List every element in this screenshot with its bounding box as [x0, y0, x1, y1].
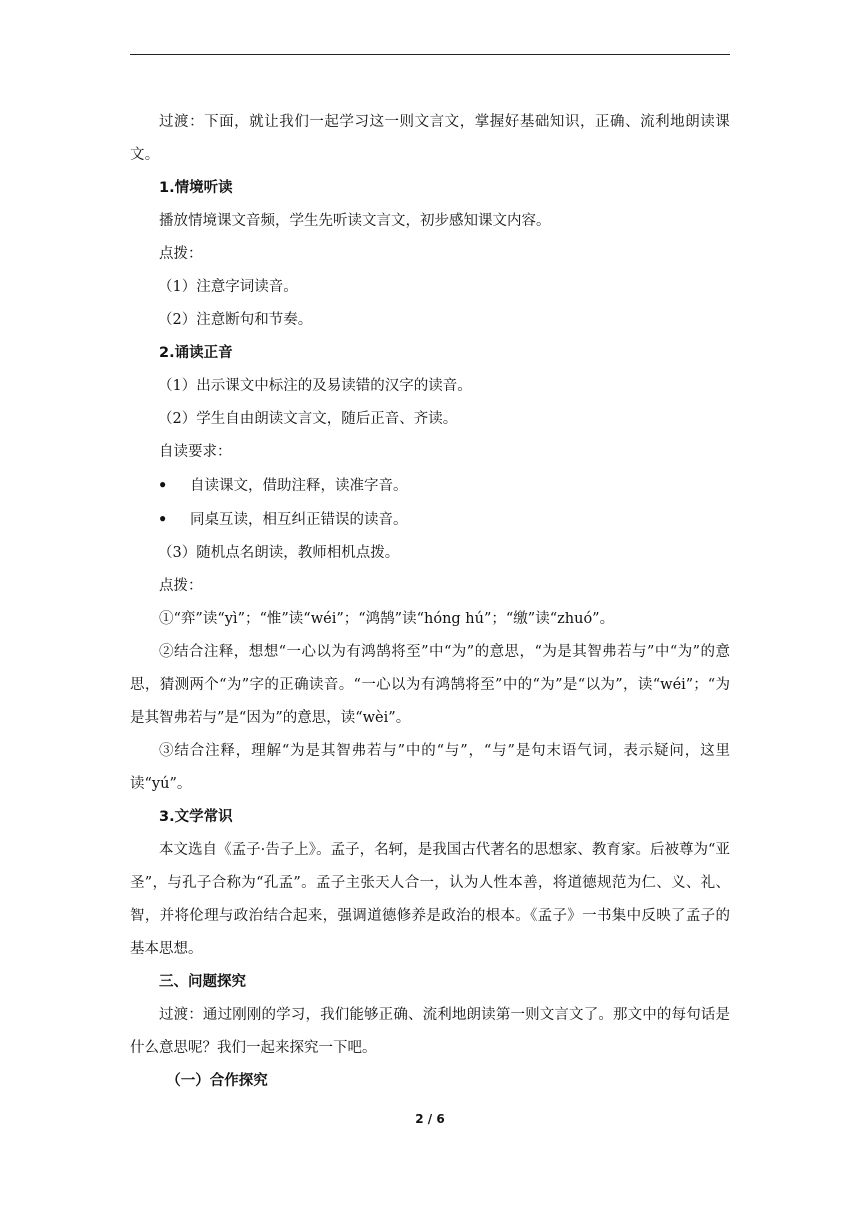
bullet-text: 同桌互读，相互纠正错误的读音。	[190, 512, 408, 528]
subsection-heading-cooperative-inquiry: （一）合作探究	[166, 1073, 268, 1089]
header-rule	[130, 54, 730, 55]
heading-reading-pronunciation: 2.诵读正音	[159, 345, 233, 361]
document-body	[130, 106, 730, 1098]
literature-paragraph: 本文选自《孟子·告子上》。孟子，名轲，是我国古代著名的思想家、教育家。后被尊为“亚圣”，与孔子合称为“孔孟”。孟子主张天人合一，认为人性本善，将道德规范为仁、义、礼、智，并将伦理与政治结合起来，强调道德修养是政治的根本。《孟子》一书集中反映了孟子的基本思想。	[130, 842, 730, 957]
bullet-list-item	[130, 503, 730, 537]
pronunciation-note: ②结合注释，想想“一心以为有鸿鹄将至”中“为”的意思，“为是其智弗若与”中“为”的意思，猜测两个“为”字的正确读音。“一心以为有鸿鹄将至”中的“为”是“以为”，读“wéi”；“为是其智弗若与”是“因为”的意思，读“wèi”。	[130, 644, 730, 726]
step-item: （2）学生自由朗读文言文，随后正音、齐读。	[158, 411, 458, 427]
bullet-icon: •	[158, 511, 168, 528]
page-number: 2 / 6	[415, 1112, 445, 1126]
heading-literary-knowledge: 3.文学常识	[159, 809, 233, 825]
step-item: （3）随机点名朗读，教师相机点拨。	[158, 545, 400, 561]
pronunciation-note: ①“弈”读“yì”；“惟”读“wéi”；“鸿鹄”读“hóng hú”；“缴”读“zhuó”。	[159, 611, 615, 627]
hint-label: 点拨：	[159, 246, 203, 262]
bullet-text: 自读课文，借助注释，读准字音。	[190, 478, 408, 494]
hint-label: 点拨：	[159, 578, 203, 594]
bullet-icon: •	[158, 477, 168, 494]
pronunciation-note: ③结合注释，理解“为是其智弗若与”中的“与”，“与”是句末语气词，表示疑问，这里读“yú”。	[130, 743, 730, 792]
section-heading-problem-inquiry: 三、问题探究	[159, 974, 246, 990]
heading-situational-listening: 1.情境听读	[159, 180, 233, 196]
bullet-list-item	[130, 469, 730, 503]
self-read-label: 自读要求：	[159, 444, 232, 460]
hint-item: （1）注意字词读音。	[158, 279, 298, 295]
transition-paragraph-2: 过渡：通过刚刚的学习，我们能够正确、流利地朗读第一则文言文了。那文中的每句话是什么意思呢？我们一起来探究一下吧。	[130, 1007, 730, 1056]
transition-paragraph-1: 过渡：下面，就让我们一起学习这一则文言文，掌握好基础知识，正确、流利地朗读课文。	[130, 114, 730, 163]
step-item: （1）出示课文中标注的及易读错的汉字的读音。	[158, 378, 472, 394]
play-audio-paragraph: 播放情境课文音频，学生先听读文言文，初步感知课文内容。	[159, 213, 551, 229]
hint-item: （2）注意断句和节奏。	[158, 312, 313, 328]
